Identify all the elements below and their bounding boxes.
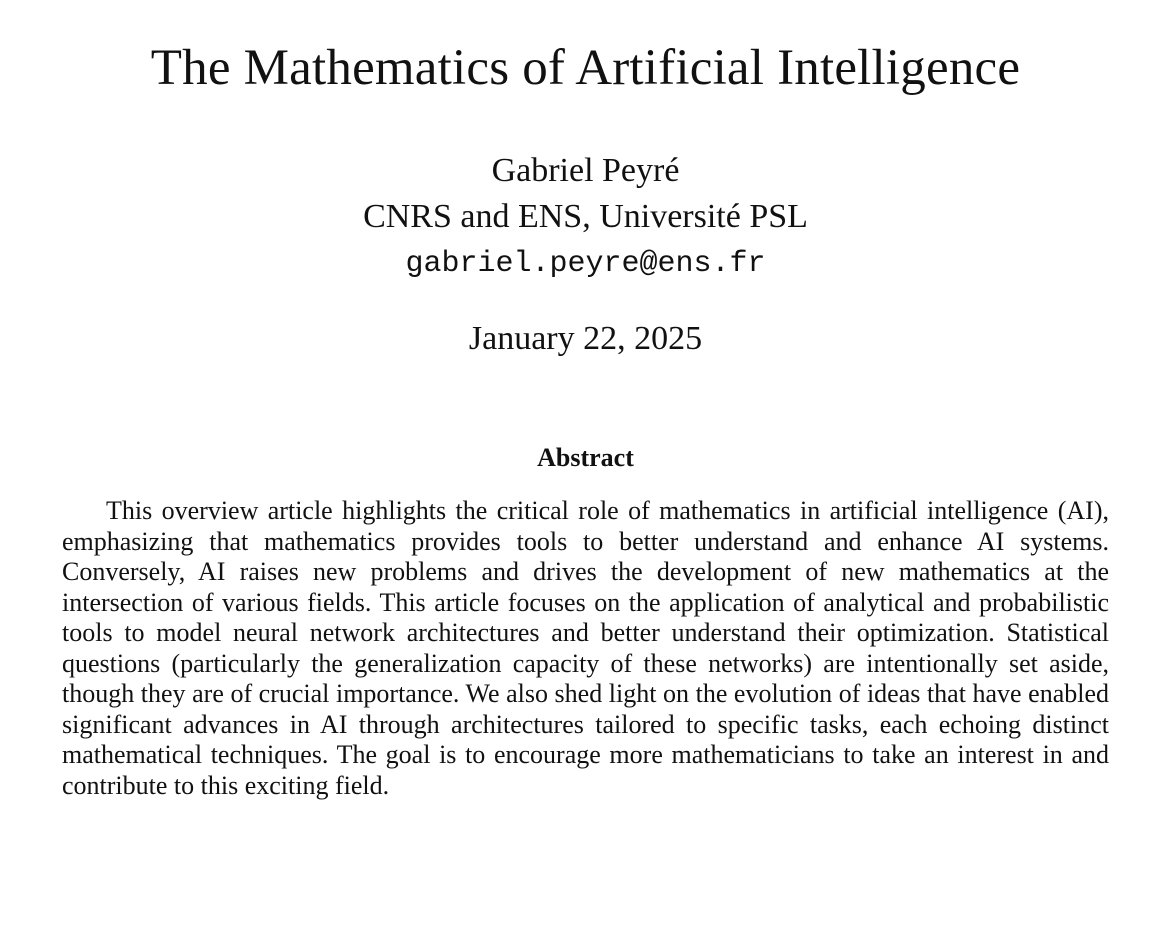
author-name: Gabriel Peyré (491, 152, 680, 189)
author-email: gabriel.peyre@ens.fr (405, 247, 766, 281)
abstract-text: This overview article highlights the critical role of mathematics in artificial intelligence (AI), emphasizing that mathematics provides tools to better understand and enhance AI systems. Conversely, AI raises new problems and drives the development of new mathematics at the intersection of various fields. This article focuses on the application of analytical and probabilistic tools to model neural network architectures and better understand their optimization. Statistical questions (particularly the generalization capacity of these networks) are intentionally set aside, though they are of crucial importance. We also shed light on the evolution of ideas that have enabled significant advances in AI through architectures tailored to specific tasks, each echoing distinct mathematical techniques. The goal is to encourage more mathematicians to take an interest in and contribute to this exciting field. (62, 496, 1109, 800)
paper-title: The Mathematics of Artificial Intelligence (150, 40, 1021, 96)
author-block (0, 148, 1161, 288)
abstract-heading: Abstract (537, 443, 634, 472)
paper-date: January 22, 2025 (468, 320, 703, 357)
author-affiliation: CNRS and ENS, Université PSL (363, 198, 808, 235)
